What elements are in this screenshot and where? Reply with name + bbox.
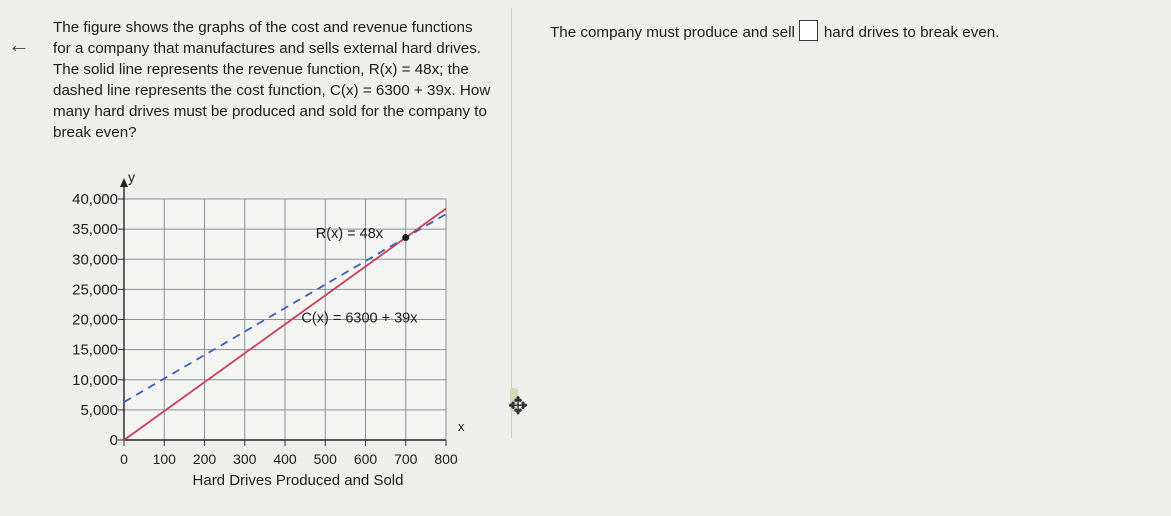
x-tick-label: 100 bbox=[152, 451, 176, 467]
x-tick-label: 200 bbox=[192, 451, 217, 467]
y-tick-label: 10,000 bbox=[72, 371, 118, 389]
question-text: The figure shows the graphs of the cost and revenue functions for a company that manufactures and sells external hard drives. The solid line represents the revenue function, R(x) = 48x; the dashed line represents the cost function, C(x) = 6300 + 39x. How many hard drives must be produced and sold for the company to break even? bbox=[53, 19, 491, 141]
x-tick-label: 800 bbox=[434, 451, 458, 467]
y-tick-label: 30,000 bbox=[72, 251, 118, 269]
cost-revenue-chart bbox=[0, 160, 500, 500]
back-arrow-icon[interactable]: ← bbox=[8, 32, 30, 57]
y-tick-label: 5,000 bbox=[80, 401, 118, 419]
x-tick-label: 500 bbox=[313, 451, 337, 467]
x-tick-label: 300 bbox=[233, 451, 257, 467]
answer-sentence bbox=[550, 20, 999, 43]
answer-input[interactable] bbox=[799, 20, 818, 41]
y-axis-arrow bbox=[120, 178, 128, 187]
x-tick-label: 600 bbox=[353, 451, 378, 467]
revenue-label: R(x) = 48x bbox=[315, 226, 384, 243]
answer-suffix: hard drives to break even. bbox=[823, 24, 1000, 41]
y-axis-symbol: y bbox=[128, 169, 135, 185]
x-tick-label: 0 bbox=[120, 451, 128, 467]
y-tick-label: 40,000 bbox=[72, 191, 118, 208]
x-tick-label: 400 bbox=[273, 451, 297, 467]
x-axis-symbol: x bbox=[458, 419, 465, 434]
y-tick-label: 20,000 bbox=[72, 311, 118, 329]
move-cursor-icon: ✥ bbox=[508, 393, 529, 420]
panel-divider bbox=[511, 8, 512, 438]
y-tick-label: 15,000 bbox=[72, 341, 118, 359]
cost-label: C(x) = 6300 + 39x bbox=[301, 310, 418, 327]
x-axis-label: Hard Drives Produced and Sold bbox=[192, 472, 404, 489]
x-tick-label: 700 bbox=[394, 451, 418, 467]
intersection-point bbox=[402, 234, 409, 241]
y-tick-label: 25,000 bbox=[72, 281, 118, 299]
y-tick-label: 0 bbox=[109, 432, 118, 449]
answer-prefix: The company must produce and sell bbox=[550, 24, 795, 41]
y-tick-label: 35,000 bbox=[72, 221, 118, 239]
